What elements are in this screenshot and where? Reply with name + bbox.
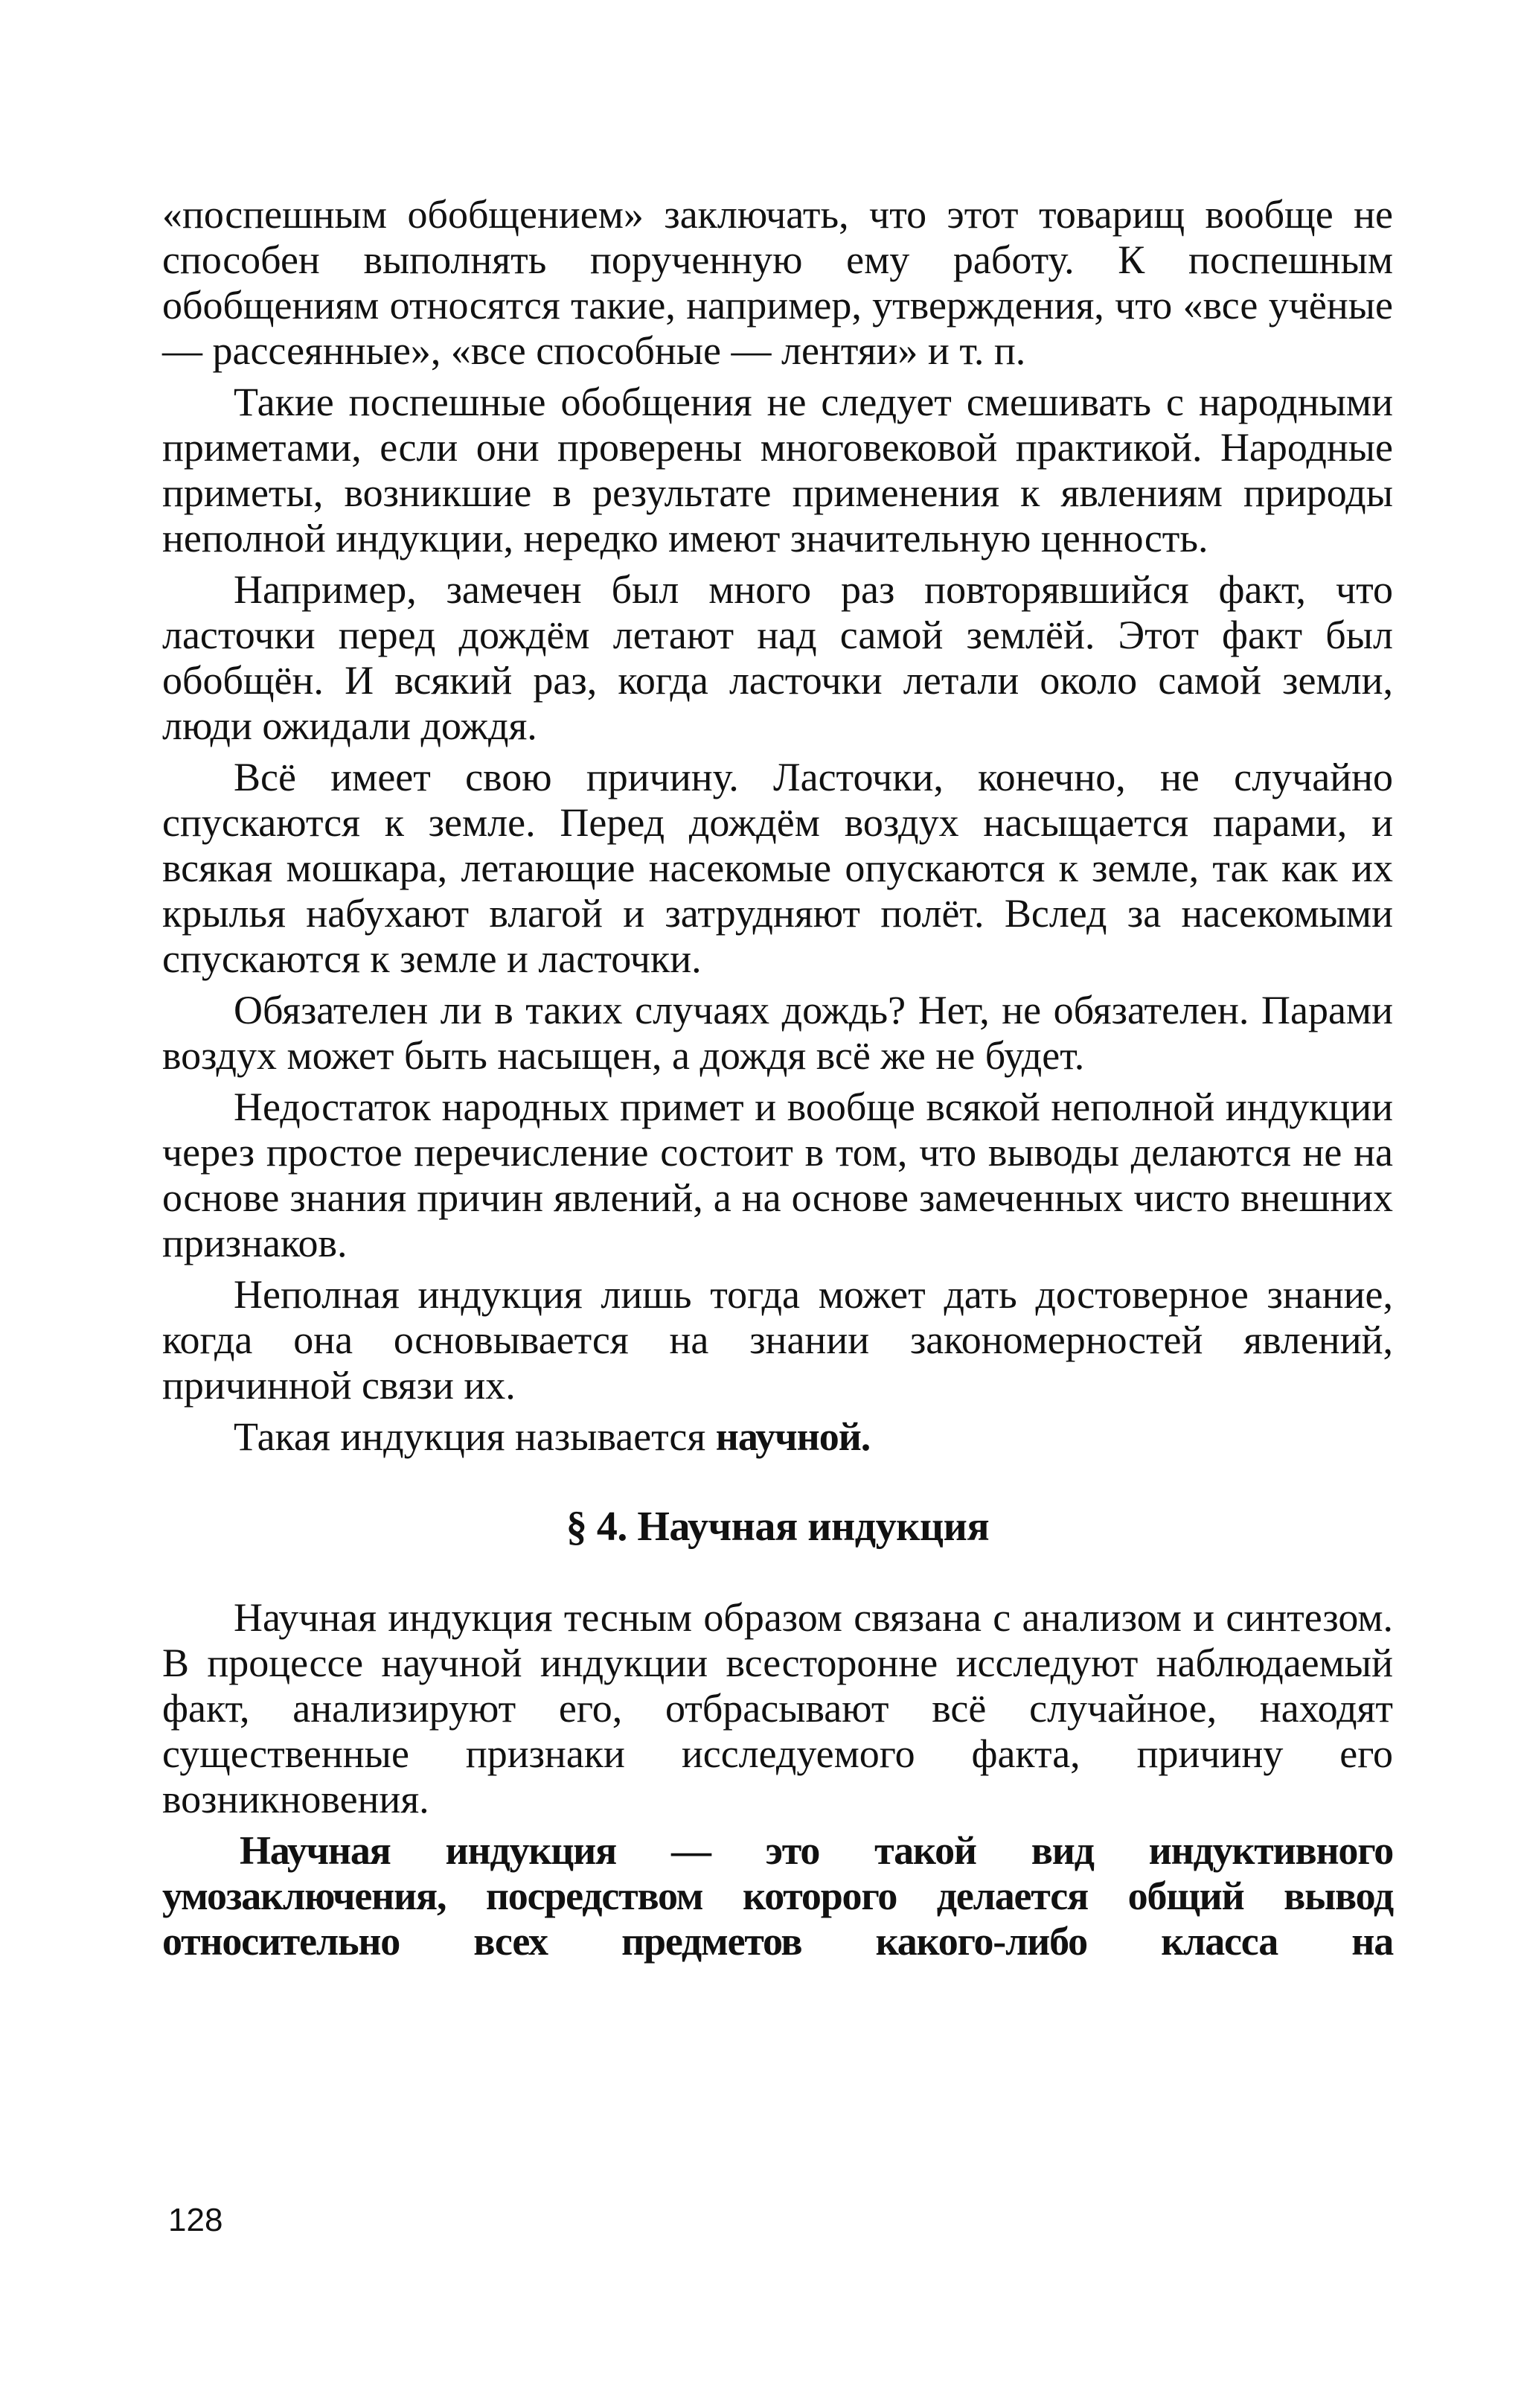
paragraph-7: Неполная индукция лишь тогда может дать достоверное знание, когда она основывается на знании закономерностей явлений, причинной связи их. <box>162 1272 1393 1408</box>
page-body <box>162 192 1393 1970</box>
page-number: 128 <box>168 2202 223 2238</box>
paragraph-6: Недостаток народных примет и вообще всякой неполной индукции через простое перечисление состоит в том, что выводы делаются не на основе знания причин явлений, а на основе замеченных чисто внешних признаков. <box>162 1085 1393 1265</box>
section-heading: § 4. Научная индукция <box>566 1504 990 1550</box>
paragraph-8 <box>162 1414 1393 1460</box>
paragraph-5: Обязателен ли в таких случаях дождь? Нет, не обязателен. Парами воздух может быть насыщен, а дождя всё же не будет. <box>162 988 1393 1078</box>
paragraph-3: Например, замечен был много раз повторявшийся факт, что ласточки перед дождём летают над самой землёй. Этот факт был обобщён. И всякий раз, когда ласточки летали около самой земли, люди ожидали дождя. <box>162 567 1393 748</box>
paragraph-9: Научная индукция тесным образом связана с анализом и синтезом. В процессе научной индукции всесторонне исследуют наблюдаемый факт, анализируют его, отбрасывают всё случайное, находят существенные признаки исследуемого факта, причину его возникновения. <box>162 1595 1393 1821</box>
term-scientific: научной. <box>715 1414 871 1459</box>
paragraph-8-text: Такая индукция называется <box>234 1414 716 1459</box>
paragraph-2: Такие поспешные обобщения не следует смешивать с народными приметами, если они проверены многовековой практикой. Народные приметы, возникшие в результате применения к явлениям природы неполной индукции, нередко имеют значительную ценность. <box>162 380 1393 561</box>
paragraph-1: «поспешным обобщением» заключать, что этот товарищ вообще не способен выполнять порученную ему работу. К поспешным обобщениям относятся такие, например, утверждения, что «все учёные — рассеянные», «все способные — лентяи» и т. п. <box>162 192 1393 373</box>
definition-paragraph: Научная индукция — это такой вид индуктивного умозаключения, посредством которого делается общий вывод относительно всех предметов какого-либо класса на <box>162 1828 1393 1964</box>
paragraph-4: Всё имеет свою причину. Ласточки, конечно, не случайно спускаются к земле. Перед дождём воздух насыщается парами, и всякая мошкара, летающие насекомые опускаются к земле, так как их крылья набухают влагой и затрудняют полёт. Вслед за насекомыми спускаются к земле и ласточки. <box>162 755 1393 981</box>
